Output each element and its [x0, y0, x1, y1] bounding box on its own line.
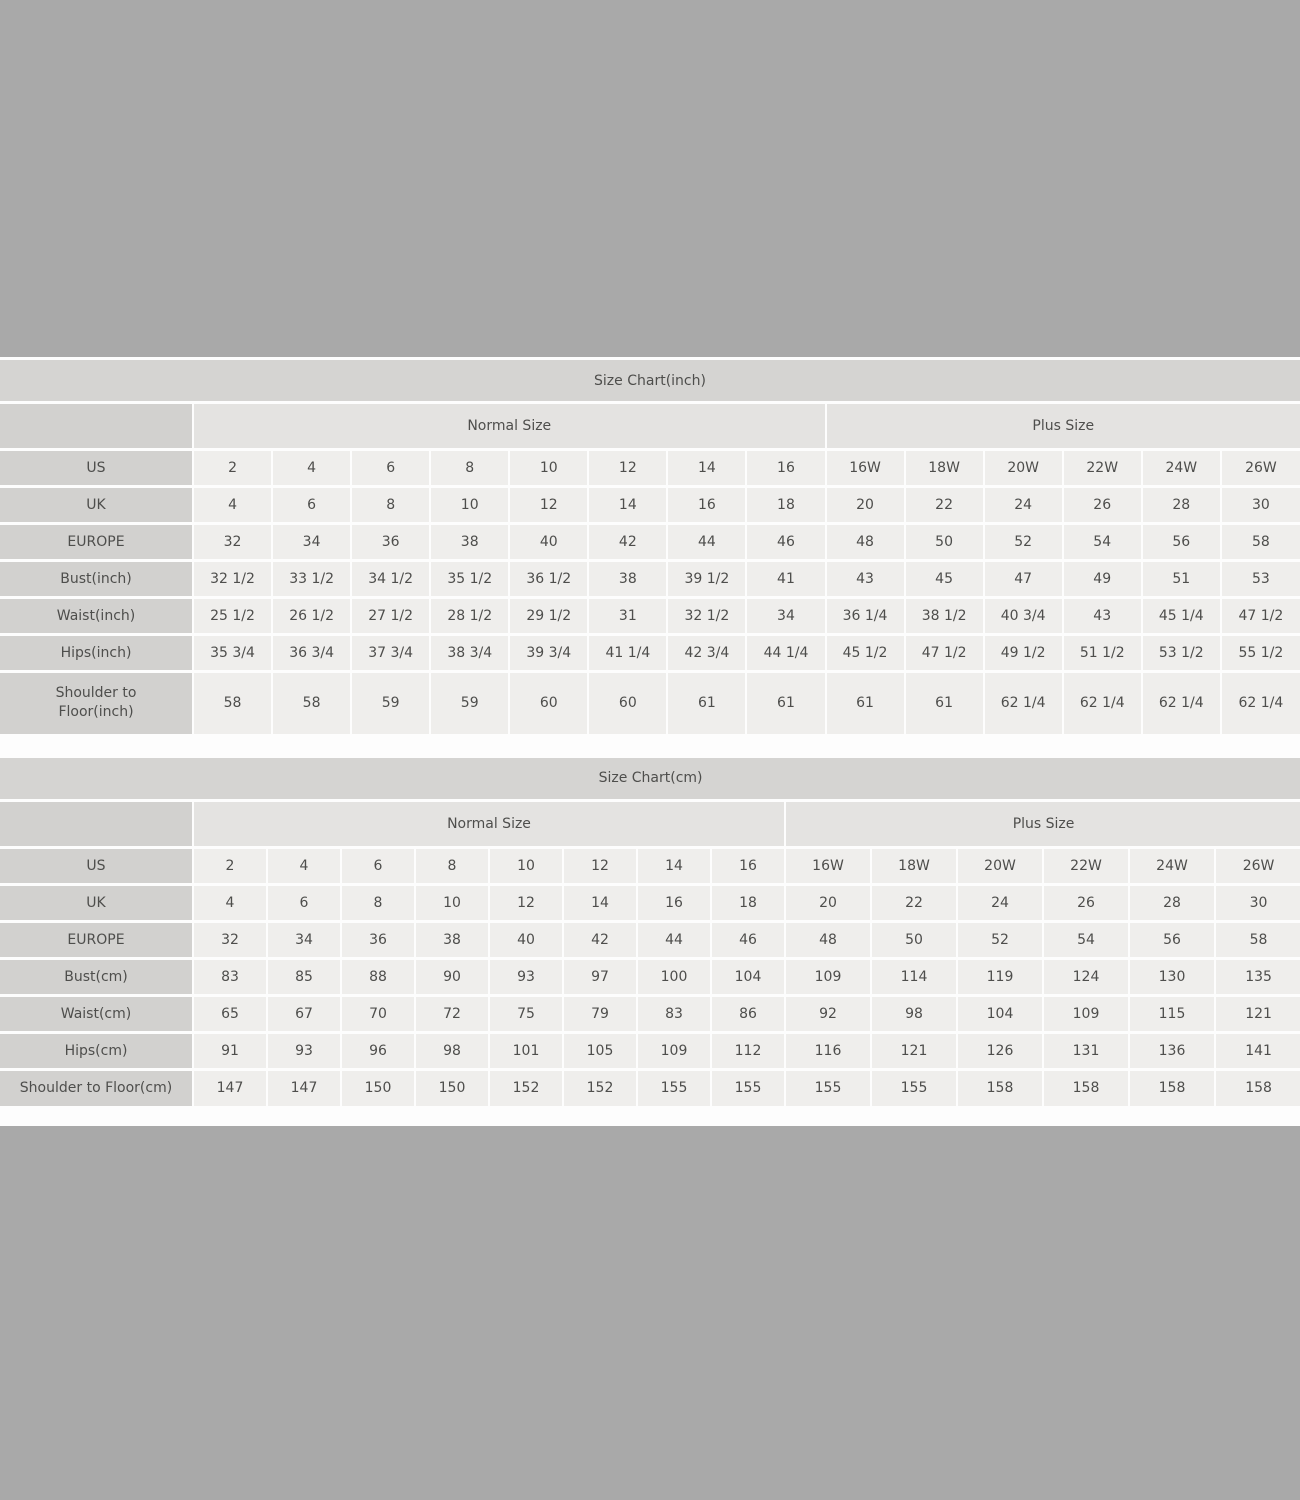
group-header-normal-size: Normal Size	[193, 403, 826, 450]
size-cell: 16	[746, 450, 825, 487]
size-cell: 18	[711, 884, 785, 921]
size-cell: 59	[430, 672, 509, 734]
size-cell: 14	[588, 487, 667, 524]
table-row	[0, 635, 1300, 672]
size-cell: 8	[341, 884, 415, 921]
size-cell: 4	[193, 884, 267, 921]
size-cell: 10	[489, 847, 563, 884]
size-cell: 38	[588, 561, 667, 598]
size-cell: 22	[871, 884, 957, 921]
size-cell: 34	[272, 524, 351, 561]
row-label: Hips(cm)	[0, 1032, 193, 1069]
size-cell: 42	[563, 921, 637, 958]
size-cell: 12	[588, 450, 667, 487]
row-label: Waist(inch)	[0, 598, 193, 635]
size-cell: 109	[785, 958, 871, 995]
size-cell: 155	[785, 1069, 871, 1106]
group-header-row	[0, 403, 1300, 450]
size-cell: 44	[637, 921, 711, 958]
size-cell: 131	[1043, 1032, 1129, 1069]
size-chart-cm-table	[0, 758, 1300, 1107]
size-cell: 16W	[826, 450, 905, 487]
size-cell: 20W	[984, 450, 1063, 487]
size-cell: 58	[193, 672, 272, 734]
size-cell: 104	[711, 958, 785, 995]
group-header-plus-size: Plus Size	[785, 800, 1300, 847]
size-cell: 44 1/4	[746, 635, 825, 672]
size-cell: 36 1/4	[826, 598, 905, 635]
size-cell: 38 3/4	[430, 635, 509, 672]
size-cell: 39 1/2	[667, 561, 746, 598]
size-cell: 62 1/4	[984, 672, 1063, 734]
table-row	[0, 958, 1300, 995]
corner-cell	[0, 800, 193, 847]
size-cell: 12	[489, 884, 563, 921]
size-cell: 55 1/2	[1221, 635, 1300, 672]
size-cell: 38	[415, 921, 489, 958]
size-cell: 79	[563, 995, 637, 1032]
size-cell: 37 3/4	[351, 635, 430, 672]
size-cell: 50	[905, 524, 984, 561]
size-cell: 41 1/4	[588, 635, 667, 672]
size-cell: 16	[667, 487, 746, 524]
size-cell: 98	[871, 995, 957, 1032]
size-chart-image	[0, 357, 1300, 1126]
size-cell: 16	[711, 847, 785, 884]
size-cell: 50	[871, 921, 957, 958]
size-cell: 24	[984, 487, 1063, 524]
table-row	[0, 561, 1300, 598]
size-cell: 147	[267, 1069, 341, 1106]
size-cell: 96	[341, 1032, 415, 1069]
size-cell: 6	[267, 884, 341, 921]
size-cell: 52	[984, 524, 1063, 561]
size-cell: 126	[957, 1032, 1043, 1069]
size-cell: 158	[1043, 1069, 1129, 1106]
size-cell: 6	[272, 487, 351, 524]
size-cell: 31	[588, 598, 667, 635]
size-cell: 14	[667, 450, 746, 487]
row-label: Shoulder to Floor(inch)	[0, 672, 193, 734]
size-cell: 22W	[1043, 847, 1129, 884]
size-cell: 32	[193, 524, 272, 561]
size-cell: 24	[957, 884, 1043, 921]
size-cell: 14	[637, 847, 711, 884]
size-cell: 41	[746, 561, 825, 598]
inch-table-body	[0, 450, 1300, 734]
size-cell: 36	[351, 524, 430, 561]
size-cell: 52	[957, 921, 1043, 958]
size-cell: 104	[957, 995, 1043, 1032]
size-cell: 47 1/2	[1221, 598, 1300, 635]
size-cell: 10	[509, 450, 588, 487]
size-cell: 20	[785, 884, 871, 921]
size-cell: 18W	[871, 847, 957, 884]
size-cell: 116	[785, 1032, 871, 1069]
size-cell: 45	[905, 561, 984, 598]
size-cell: 62 1/4	[1063, 672, 1142, 734]
size-cell: 49 1/2	[984, 635, 1063, 672]
size-cell: 22	[905, 487, 984, 524]
row-label: Bust(cm)	[0, 958, 193, 995]
size-cell: 121	[1215, 995, 1300, 1032]
size-cell: 8	[351, 487, 430, 524]
size-cell: 32 1/2	[667, 598, 746, 635]
size-cell: 30	[1221, 487, 1300, 524]
size-cell: 152	[489, 1069, 563, 1106]
size-cell: 27 1/2	[351, 598, 430, 635]
size-cell: 34	[267, 921, 341, 958]
size-cell: 32 1/2	[193, 561, 272, 598]
size-cell: 6	[351, 450, 430, 487]
size-cell: 47	[984, 561, 1063, 598]
table-row	[0, 450, 1300, 487]
size-cell: 49	[1063, 561, 1142, 598]
size-cell: 30	[1215, 884, 1300, 921]
size-cell: 43	[826, 561, 905, 598]
size-cell: 98	[415, 1032, 489, 1069]
size-cell: 25 1/2	[193, 598, 272, 635]
size-cell: 119	[957, 958, 1043, 995]
size-cell: 6	[341, 847, 415, 884]
table-title-inch: Size Chart(inch)	[0, 360, 1300, 403]
table-row	[0, 1032, 1300, 1069]
size-cell: 8	[430, 450, 509, 487]
size-cell: 24W	[1142, 450, 1221, 487]
size-cell: 38	[430, 524, 509, 561]
size-cell: 42 3/4	[667, 635, 746, 672]
size-cell: 40	[489, 921, 563, 958]
size-cell: 26W	[1221, 450, 1300, 487]
table-row	[0, 884, 1300, 921]
table-row	[0, 847, 1300, 884]
group-header-plus-size: Plus Size	[826, 403, 1300, 450]
size-cell: 28	[1142, 487, 1221, 524]
size-cell: 56	[1129, 921, 1215, 958]
size-cell: 2	[193, 847, 267, 884]
size-cell: 83	[637, 995, 711, 1032]
size-cell: 10	[415, 884, 489, 921]
size-cell: 72	[415, 995, 489, 1032]
size-cell: 26W	[1215, 847, 1300, 884]
size-cell: 58	[1221, 524, 1300, 561]
size-cell: 33 1/2	[272, 561, 351, 598]
size-cell: 100	[637, 958, 711, 995]
row-label: UK	[0, 487, 193, 524]
title-row	[0, 758, 1300, 801]
size-cell: 58	[272, 672, 351, 734]
size-cell: 29 1/2	[509, 598, 588, 635]
group-header-row	[0, 800, 1300, 847]
size-cell: 62 1/4	[1142, 672, 1221, 734]
size-cell: 121	[871, 1032, 957, 1069]
size-cell: 54	[1043, 921, 1129, 958]
size-cell: 90	[415, 958, 489, 995]
size-cell: 28 1/2	[430, 598, 509, 635]
size-cell: 18W	[905, 450, 984, 487]
size-cell: 135	[1215, 958, 1300, 995]
row-label: Waist(cm)	[0, 995, 193, 1032]
size-cell: 40 3/4	[984, 598, 1063, 635]
size-cell: 58	[1215, 921, 1300, 958]
size-cell: 16	[637, 884, 711, 921]
size-cell: 109	[1043, 995, 1129, 1032]
size-cell: 26	[1063, 487, 1142, 524]
size-cell: 101	[489, 1032, 563, 1069]
size-cell: 91	[193, 1032, 267, 1069]
size-cell: 115	[1129, 995, 1215, 1032]
size-cell: 155	[637, 1069, 711, 1106]
size-cell: 59	[351, 672, 430, 734]
size-cell: 28	[1129, 884, 1215, 921]
size-cell: 32	[193, 921, 267, 958]
size-cell: 65	[193, 995, 267, 1032]
size-cell: 61	[746, 672, 825, 734]
size-cell: 35 3/4	[193, 635, 272, 672]
size-cell: 92	[785, 995, 871, 1032]
size-cell: 14	[563, 884, 637, 921]
size-cell: 130	[1129, 958, 1215, 995]
size-cell: 36 1/2	[509, 561, 588, 598]
row-label: Hips(inch)	[0, 635, 193, 672]
table-row	[0, 672, 1300, 734]
size-cell: 114	[871, 958, 957, 995]
size-cell: 70	[341, 995, 415, 1032]
size-cell: 97	[563, 958, 637, 995]
size-cell: 12	[509, 487, 588, 524]
size-cell: 46	[746, 524, 825, 561]
size-chart-inch-table	[0, 360, 1300, 734]
size-cell: 10	[430, 487, 509, 524]
size-cell: 60	[588, 672, 667, 734]
row-label: Bust(inch)	[0, 561, 193, 598]
size-cell: 60	[509, 672, 588, 734]
size-cell: 51	[1142, 561, 1221, 598]
size-cell: 155	[871, 1069, 957, 1106]
size-cell: 152	[563, 1069, 637, 1106]
size-cell: 46	[711, 921, 785, 958]
size-cell: 75	[489, 995, 563, 1032]
size-cell: 93	[267, 1032, 341, 1069]
size-cell: 53	[1221, 561, 1300, 598]
size-cell: 4	[272, 450, 351, 487]
size-cell: 150	[415, 1069, 489, 1106]
row-label: US	[0, 847, 193, 884]
size-cell: 34 1/2	[351, 561, 430, 598]
size-cell: 45 1/2	[826, 635, 905, 672]
size-cell: 141	[1215, 1032, 1300, 1069]
size-cell: 34	[746, 598, 825, 635]
size-cell: 150	[341, 1069, 415, 1106]
title-row	[0, 360, 1300, 403]
size-cell: 61	[667, 672, 746, 734]
row-label: UK	[0, 884, 193, 921]
size-cell: 109	[637, 1032, 711, 1069]
group-header-normal-size: Normal Size	[193, 800, 785, 847]
size-cell: 43	[1063, 598, 1142, 635]
size-cell: 54	[1063, 524, 1142, 561]
size-cell: 158	[957, 1069, 1043, 1106]
table-row	[0, 487, 1300, 524]
size-cell: 47 1/2	[905, 635, 984, 672]
size-cell: 112	[711, 1032, 785, 1069]
table-row	[0, 921, 1300, 958]
size-cell: 44	[667, 524, 746, 561]
size-cell: 48	[826, 524, 905, 561]
size-cell: 147	[193, 1069, 267, 1106]
size-cell: 53 1/2	[1142, 635, 1221, 672]
size-cell: 36 3/4	[272, 635, 351, 672]
size-cell: 86	[711, 995, 785, 1032]
size-cell: 20	[826, 487, 905, 524]
cm-table-body	[0, 847, 1300, 1106]
size-cell: 39 3/4	[509, 635, 588, 672]
size-cell: 26	[1043, 884, 1129, 921]
corner-cell	[0, 403, 193, 450]
row-label: EUROPE	[0, 524, 193, 561]
size-cell: 26 1/2	[272, 598, 351, 635]
size-cell: 88	[341, 958, 415, 995]
size-cell: 16W	[785, 847, 871, 884]
size-cell: 20W	[957, 847, 1043, 884]
size-cell: 22W	[1063, 450, 1142, 487]
size-cell: 35 1/2	[430, 561, 509, 598]
size-cell: 93	[489, 958, 563, 995]
size-cell: 45 1/4	[1142, 598, 1221, 635]
size-cell: 67	[267, 995, 341, 1032]
size-cell: 24W	[1129, 847, 1215, 884]
size-cell: 155	[711, 1069, 785, 1106]
size-cell: 12	[563, 847, 637, 884]
size-cell: 124	[1043, 958, 1129, 995]
size-cell: 48	[785, 921, 871, 958]
row-label: Shoulder to Floor(cm)	[0, 1069, 193, 1106]
size-cell: 61	[826, 672, 905, 734]
size-cell: 158	[1215, 1069, 1300, 1106]
table-row	[0, 995, 1300, 1032]
size-cell: 4	[193, 487, 272, 524]
size-cell: 42	[588, 524, 667, 561]
size-cell: 8	[415, 847, 489, 884]
size-cell: 85	[267, 958, 341, 995]
table-row	[0, 598, 1300, 635]
row-label: US	[0, 450, 193, 487]
table-title-cm: Size Chart(cm)	[0, 758, 1300, 801]
table-row	[0, 1069, 1300, 1106]
size-cell: 56	[1142, 524, 1221, 561]
size-cell: 136	[1129, 1032, 1215, 1069]
size-cell: 18	[746, 487, 825, 524]
size-cell: 51 1/2	[1063, 635, 1142, 672]
size-cell: 61	[905, 672, 984, 734]
size-cell: 2	[193, 450, 272, 487]
size-cell: 4	[267, 847, 341, 884]
table-row	[0, 524, 1300, 561]
size-cell: 105	[563, 1032, 637, 1069]
size-cell: 83	[193, 958, 267, 995]
size-cell: 36	[341, 921, 415, 958]
size-cell: 158	[1129, 1069, 1215, 1106]
size-cell: 62 1/4	[1221, 672, 1300, 734]
size-cell: 40	[509, 524, 588, 561]
row-label: EUROPE	[0, 921, 193, 958]
size-cell: 38 1/2	[905, 598, 984, 635]
